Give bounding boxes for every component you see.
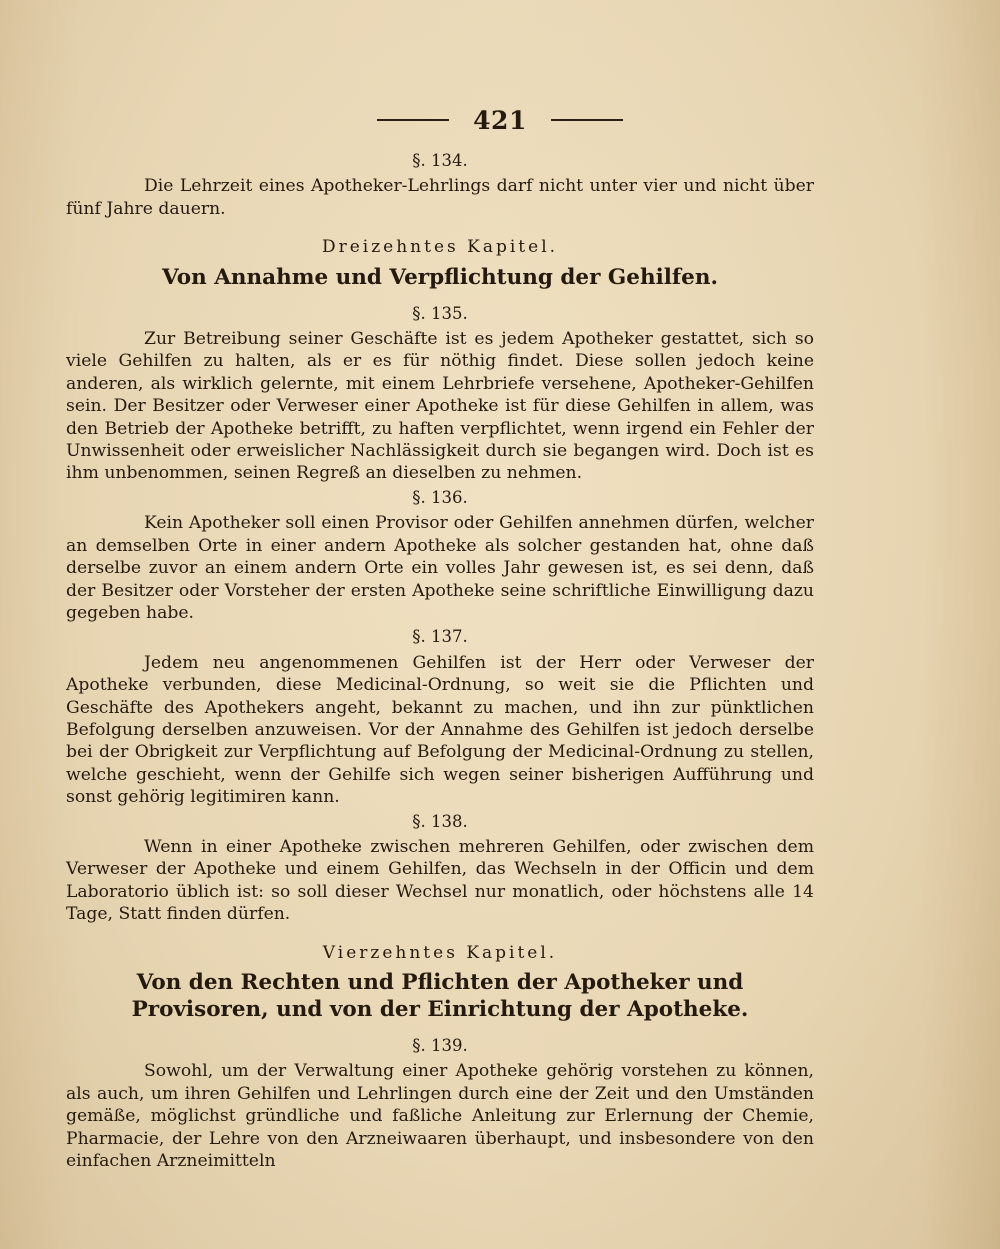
chapter-title: Von den Rechten und Pflichten der Apotheker und Provisoren, und von der Einrichtung der Apotheke. [131,970,749,1022]
section-heading: §. 138. [412,811,468,831]
page-body [66,148,814,1172]
header-rule-right [551,119,623,121]
chapter-label: Dreizehntes Kapitel. [321,237,559,258]
paragraph: Jedem neu angenommenen Gehilfen ist der Herr oder Verweser der Apotheke verbunden, diese Medicinal-Ordnung, so weit sie die Pflichten und Geschäfte des Apothekers angeht, bekannt zu machen, und ihn zur pünktlichen Befolgung derselben anzuweisen. Vor der Annahme des Gehilfen ist jedoch derselbe bei der Obrigkeit zur Verpflichtung auf Befolgung der Medicinal-Ordnung zu stellen, welche geschieht, wenn der Gehilfe sich wegen seiner bisherigen Aufführung und sonst gehörig legitimiren kann. [66,652,814,808]
section-heading: §. 139. [412,1036,468,1055]
paragraph: Wenn in einer Apotheke zwischen mehreren Gehilfen, oder zwischen dem Verweser der Apotheke und einem Gehilfen, das Wechseln in der Officin und dem Laboratorio üblich ist: so soll dieser Wechsel nur monatlich, oder höchstens alle 14 Tage, Statt finden dürfen. [66,836,814,925]
section-heading: §. 137. [412,627,468,647]
paragraph: Zur Betreibung seiner Geschäfte ist es jedem Apotheker gestattet, sich so viele Gehilfen zu halten, als er es für nöthig findet. Diese sollen jedoch keine anderen, als wirklich gelernte, mit einem Lehrbriefe versehene, Apotheker-Gehilfen sein. Der Besitzer oder Verweser einer Apotheke ist für diese Gehilfen in allem, was den Betrieb der Apotheke betrifft, zu haften verpflichtet, wenn irgend ein Fehler der Unwissenheit oder erweislicher Nachlässigkeit durch sie begangen wird. Doch ist es ihm unbenommen, seinen Regreß an dieselben zu nehmen. [66,329,814,484]
paragraph: Die Lehrzeit eines Apotheker-Lehrlings darf nicht unter vier und nicht über fünf Jahre dauern. [66,176,814,219]
section-heading: §. 135. [412,303,468,323]
section-heading: §. 134. [412,151,468,170]
chapter-title: Von Annahme und Verpflichtung der Gehilfen. [162,264,718,290]
page-header [0,100,1000,140]
paragraph: Sowohl, um der Verwaltung einer Apotheke gehörig vorstehen zu können, als auch, um ihren Gehilfen und Lehrlingen durch eine der Zeit und den Umständen gemäße, möglichst gründliche und faßliche Anleitung zur Erlernung der Chemie, Pharmacie, der Lehre von den Arzneiwaaren überhaupt, und insbesondere von den einfachen Arzneimitteln [66,1061,814,1172]
section-heading: §. 136. [412,487,468,507]
paragraph: Kein Apotheker soll einen Provisor oder Gehilfen annehmen dürfen, welcher an demselben Orte in einer andern Apotheke als solcher gestanden hat, ohne daß derselbe zuvor an einem andern Orte ein volles Jahr gewesen ist, es sei denn, daß der Besitzer oder Vorsteher der ersten Apotheke seine schriftliche Einwilligung dazu gegeben habe. [66,513,814,623]
header-rule-left [377,119,449,121]
chapter-label: Vierzehntes Kapitel. [322,942,558,963]
page-number: 421 [473,105,527,135]
